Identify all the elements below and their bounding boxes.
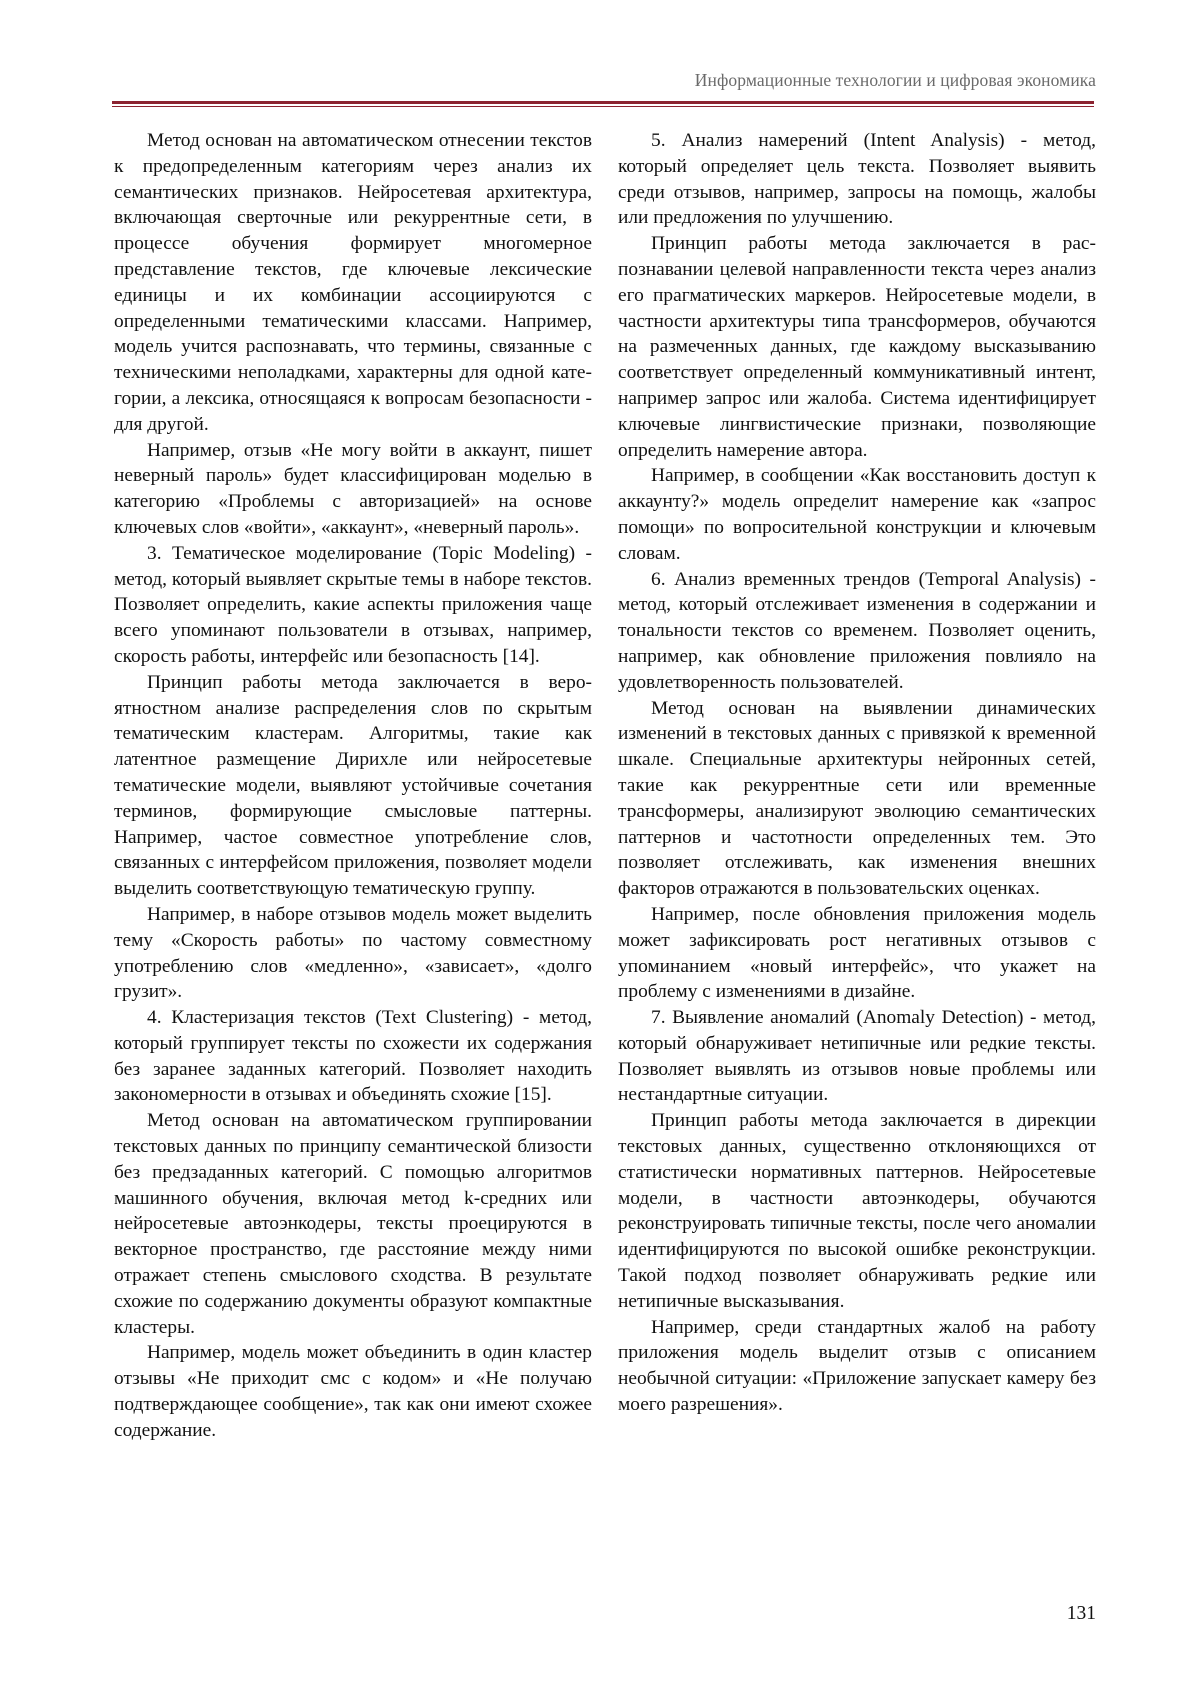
paragraph: Принцип работы метода заключается в вероятностном анализе распределения слов по скрытым тематическим кластерам. Алгоритмы, такие как латентное размещение Дирихле или нейросетевые тематические модели, выявляют устойчивые сочетания терминов, формирующие смысловые паттерны. Например, частое совместное употребление слов, связанных с интерфейсом приложения, позволяет модели выделить соответствующую тематическую группу.: [114, 671, 592, 900]
paragraph: 7. Выявление аномалий (Anomaly Detection) - метод, который обнаруживает нетипичные или редкие тексты. Позволяет выявлять из отзывов новые проблемы или нестандартные ситуации.: [618, 1007, 1096, 1106]
paragraph: Принцип работы метода заключается в распознавании целевой направленности текста через анализ его прагматических маркеров. Нейросетевые модели, в частности архитектуры типа трансформеров, обучаются на размеченных данных, где каждому высказыванию соответствует определенный коммуникативный интент, например запрос или жалоба. Система идентифицирует ключевые лингвистические признаки, позволяющие определить намерение автора.: [618, 233, 1096, 461]
paragraph: 6. Анализ временных трендов (Temporal Analysis) - метод, который отслеживает изменения в содержании и тональности текстов со временем. Позволяет оценить, например, как обновление приложения повлияло на удовлетворенность пользователей.: [618, 568, 1096, 693]
paragraph: 4. Кластеризация текстов (Text Clustering) - метод, который группирует тексты по схожести их содержания без заранее заданных категорий. Позволяет находить закономерности в отзывах и объединять схожие [15].: [114, 1007, 592, 1106]
running-header: Информационные технологии и цифровая экономика: [694, 70, 1096, 90]
paragraph: Например, модель может объединить в один кластер отзывы «Не приходит смс с кодом» и «Не получаю подтверждающее сообщение», так как они имеют схожее содержание.: [114, 1342, 592, 1441]
left-column: [114, 128, 592, 1444]
paragraph: Метод основан на автоматическом отнесении текстов к предопределенным категориям через анализ их семантических признаков. Нейросетевая архитектура, включающая сверточные или рекуррентные сети, в процессе обучения формирует многомерное представление текстов, где ключевые лексические единицы и их комбинации ассоциируются с определенными тематическими классами. Например, модель учится распознавать, что термины, связанные с техническими неполадками, характерны для одной категории, а лексика, относящаяся к вопросам безопасности - для другой.: [114, 130, 592, 435]
header-rule-thick: [112, 101, 1094, 104]
paragraph: Метод основан на выявлении динамических изменений в текстовых данных с привязкой к временной шкале. Специальные архитектуры нейронных сетей, такие как рекуррентные сети или временные трансформеры, анализируют эволюцию семантических паттернов и частотности определенных тем. Это позволяет отслеживать, как изменения внешних факторов отражаются в пользовательских оценках.: [618, 697, 1096, 900]
page-number: 131: [1066, 1603, 1096, 1624]
paragraph: Например, после обновления приложения модель может зафиксировать рост негативных отзывов с упоминанием «новый интерфейс», что укажет на проблему с изменениями в дизайне.: [618, 903, 1096, 1003]
paragraph: Например, отзыв «Не могу войти в аккаунт, пишет неверный пароль» будет классифицирован моделью в категорию «Проблемы с авторизацией» на основе ключевых слов «войти», «аккаунт», «неверный пароль».: [114, 439, 592, 538]
header-rule-thin: [112, 106, 1094, 107]
paragraph: Например, в наборе отзывов модель может выделить тему «Скорость работы» по частому совместному употреблению слов «медленно», «зависает», «долго грузит».: [114, 903, 592, 1003]
paragraph: Метод основан на автоматическом группировании текстовых данных по принципу семантической близости без предзаданных категорий. С помощью алгоритмов машинного обучения, включая метод k-средних или нейросетевые автоэнкодеры, тексты проецируются в векторное пространство, где расстояние между ними отражает степень смыслового сходства. В результате схожие по содержанию документы образуют компактные кластеры.: [114, 1110, 592, 1338]
paragraph: 3. Тематическое моделирование (Topic Modeling) - метод, который выявляет скрытые темы в наборе текстов. Позволяет определить, какие аспекты приложения чаще всего упоминают пользователи в отзывах, например, скорость работы, интерфейс или безопасность [14].: [114, 542, 592, 667]
right-column: [618, 128, 1096, 1418]
paragraph: 5. Анализ намерений (Intent Analysis) - метод, который определяет цель текста. Позволяет выявить среди отзывов, например, запросы на помощь, жалобы или предложения по улучшению.: [618, 130, 1096, 229]
paragraph: Например, в сообщении «Как восстановить доступ к аккаунту?» модель определит намерение как «запрос помощи» по вопросительной конструкции и ключевым словам.: [618, 465, 1096, 564]
paragraph: Принцип работы метода заключается в дирекции текстовых данных, существенно отклоняющихся от статистически нормативных паттернов. Нейросетевые модели, в частности автоэнкодеры, обучаются реконструировать типичные тексты, после чего аномалии идентифицируются по высокой ошибке реконструкции. Такой подход позволяет обнаруживать редкие или нетипичные высказывания.: [618, 1110, 1096, 1312]
paragraph: Например, среди стандартных жалоб на работу приложения модель выделит отзыв с описанием необычной ситуации: «Приложение запускает камеру без моего разрешения».: [618, 1316, 1096, 1416]
